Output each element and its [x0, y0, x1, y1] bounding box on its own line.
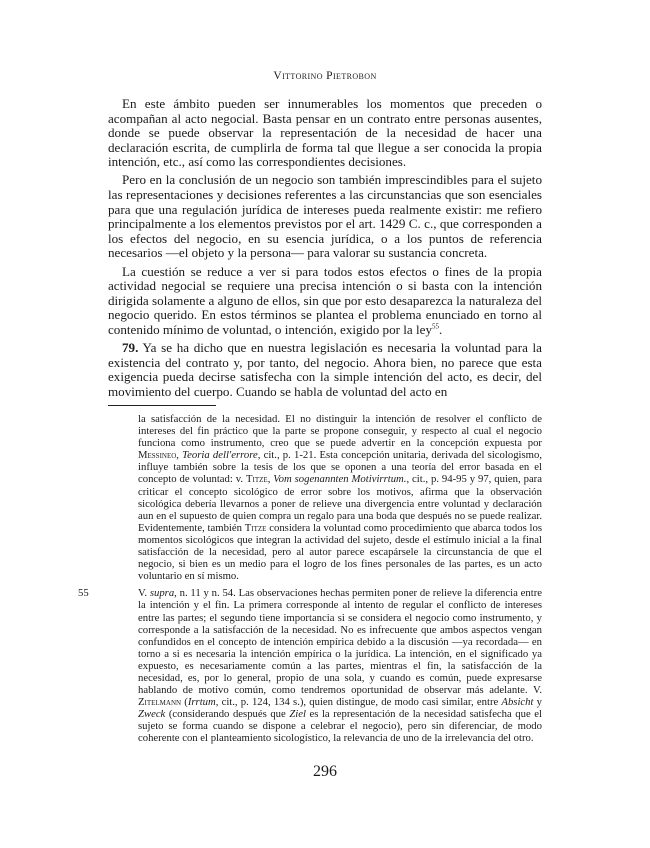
footnote-text: [138, 587, 542, 744]
text: (considerando después que: [165, 708, 290, 721]
paragraph-text: En este ámbito pueden ser innumerables los momentos que preceden o acompañan al acto negocial. Basta pensar en un contrato entre personas ausentes, donde se puede observar la representación de la necesidad de hacer una declaración escrita, de cumplirla de forma tal que llegue a ser conocida la propia intención, etc., así como las correspondientes decisiones.: [108, 96, 542, 170]
text: la satisfacción de la necesidad. El no distinguir la intención de resolver el conflicto de intereses del fin práctico que la parte se propone conseguir, y respecto al cual el negocio funciona como instrumento, creo que se puede advertir en la concepción expuesta por: [138, 413, 542, 450]
footnote-number: 55: [78, 587, 89, 600]
work-title: Irrtum: [187, 696, 216, 709]
paragraph: [108, 341, 542, 399]
running-head: Vittorino Pietrobon: [273, 70, 377, 82]
page-number: 296: [313, 763, 337, 780]
footnotes: [78, 413, 543, 750]
text: ,: [267, 473, 274, 486]
paragraph-text: La cuestión se reduce a ver si para todos estos efectos o fines de la propia actividad negocial se requiere una precisa intención o si basta con la intención dirigida solamente a alguno de ellos, sin que por esto desaparezca la naturaleza del negocio querido. En estos términos se plantea el problema enunciado en torno al contenido mínimo de voluntad, o intención, exigido por la ley: [108, 263, 542, 337]
body-text: [108, 97, 542, 403]
author-name: Titze: [246, 473, 268, 486]
paragraph: [108, 97, 542, 170]
footnote-continued: [108, 413, 542, 582]
text: , n. 11 y n. 54. Las observaciones hechas permiten poner de relieve la diferencia entre la intención y el fin. La primera corresponde al intento de regular el conflicto de intereses entre las partes; el segundo tiene importancia si se considera el negocio como instrumento, y corresponde a la satisfacción de la necesidad. No es infrecuente que ambos aspectos vengan confundidos en el concepto de intención empírica debido a la discusión —ya recordada— en torno a si es necesaria la intención empírica o la jurídica. La intención, en el significado ya expuesto, es necesariamente común a las partes, mientras el fin, la satisfacción de la necesidad, es, por lo general, propio de una sola, y cuando es común, puede expresarse hablando de motivo común, como tendremos oportunidad de observar más adelante. V.: [138, 587, 543, 697]
footnote-55: [78, 587, 543, 745]
work-title: Vom sogenannten Motivirrtum.: [273, 473, 407, 486]
italic-term: Zweck: [138, 708, 166, 721]
text: considera la voluntad como procedimiento que abarca todos los momentos sicológicos que integran la actividad del sujeto, desde el estímulo inicial a la final satisfacción de la necesidad, pero al autor parece escapársele la circunstancia de que el negocio, si bien es un medio para el logro de los fines personales de las partes, es un acto voluntario en sí mismo.: [138, 521, 542, 583]
author-name: Zitelmann: [138, 696, 182, 709]
text: , cit., p. 94-95 y 97, quien, para criticar el concepto sicológico de error sobre los motivos, afirma que la observación sicológica debería llevarnos a poner de relieve una divergencia entre voluntad y declaración aun en el supuesto de quien compra un regalo para una boda que después no se puede realizar. Evidentemente, también: [138, 473, 542, 534]
italic-text: supra: [149, 587, 175, 600]
paragraph-number: 79.: [122, 340, 139, 355]
text: ,: [176, 449, 183, 462]
text: V.: [138, 587, 150, 600]
italic-term: Ziel: [289, 708, 306, 721]
author-name: Titze: [244, 521, 267, 534]
text: es la representación de la necesidad satisfecha que el sujeto se forma cuando se dispone a celebrar el negocio), pero sin diferenciar, de modo coherente con el planteamiento sicologístico, la relevancia de uno de la irrelevancia del otro.: [138, 708, 543, 745]
paragraph: [108, 173, 542, 261]
work-title: Teoria dell'errore: [182, 449, 258, 462]
paragraph-text: .: [439, 321, 443, 337]
footnote-text: [138, 413, 542, 582]
footnote-rule: [108, 405, 216, 406]
footnote-ref[interactable]: 55: [432, 322, 440, 331]
paragraph: [108, 265, 542, 338]
paragraph-text: Pero en la conclusión de un negocio son también imprescindibles para el sujeto las representaciones y decisiones referentes a las circunstancias que son esenciales para que una regulación jurídica de intereses pueda realmente existir: me refiero principalmente a los elementos previstos por el art. 1429 C. c., que corresponden a los efectos del negocio, en su esencia jurídica, o a los puntos de referencia necesarios —el objeto y la persona— para valorar su sustancia concreta.: [108, 172, 542, 261]
italic-term: Absicht: [501, 696, 534, 709]
text: , cit., p. 124, 134 s.), quien distingue, de modo casi similar, entre: [215, 696, 502, 709]
paragraph-text: Ya se ha dicho que en nuestra legislación es necesaria la voluntad para la existencia del contrato y, por tanto, del negocio. Ahora bien, no parece que esta exigencia pueda decirse satisfecha con la simple intención del acto, es decir, del movimiento del cuerpo. Cuando se habla de voluntad del acto en: [108, 340, 542, 399]
text: y: [533, 696, 542, 709]
text: , cit., p. 1-21. Esta concepción unitaria, derivada del sicologismo, influye también sobre la tesis de los que se oponen a una teoría del error basada en el concepto de voluntad: v.: [138, 449, 542, 486]
text: (: [181, 696, 188, 709]
author-name: Messineo: [138, 449, 177, 462]
